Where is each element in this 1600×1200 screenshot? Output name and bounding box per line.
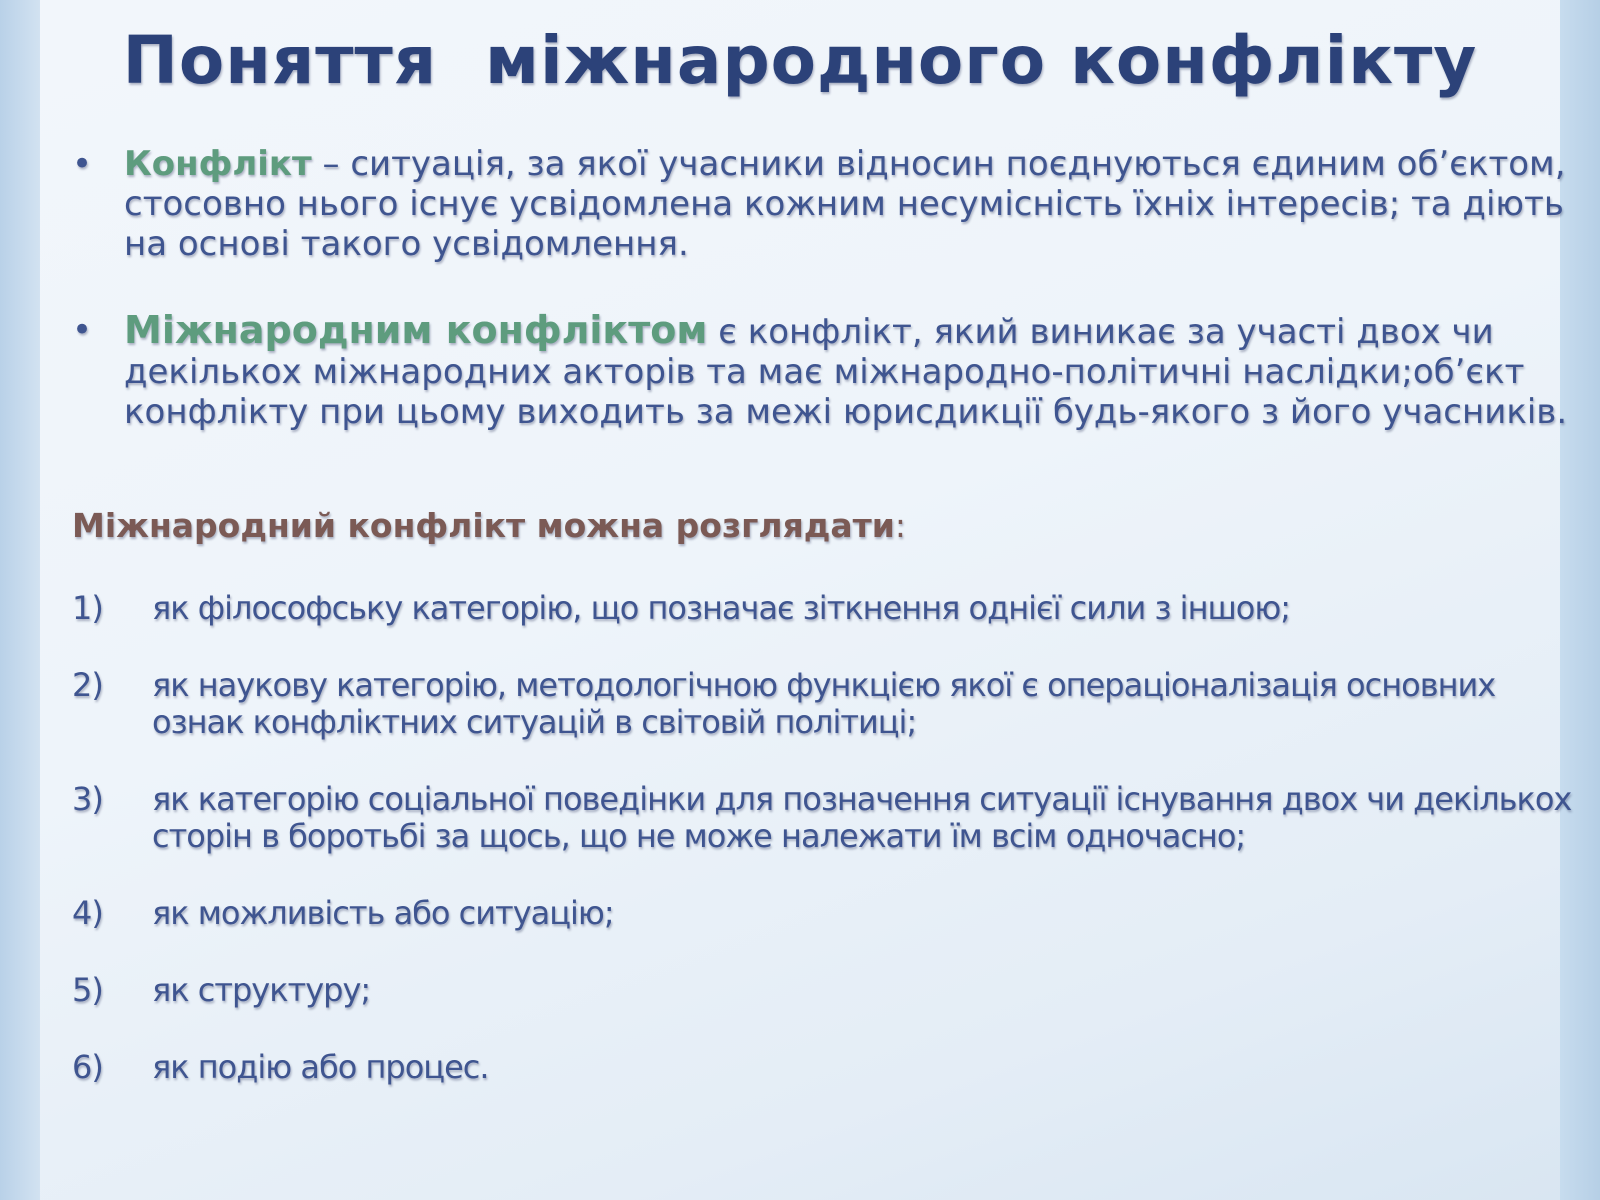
list-subheading — [72, 506, 906, 545]
list-item — [72, 895, 1582, 932]
list-item-number: 1) — [72, 589, 103, 627]
list-item-text: як подію або процес. — [152, 1048, 489, 1086]
list-item — [72, 667, 1582, 741]
bullet-point: • — [72, 144, 93, 184]
term-international-conflict: Міжнародним конфліктом — [124, 308, 708, 352]
list-item — [72, 1049, 1582, 1086]
list-item-number: 5) — [72, 971, 103, 1009]
list-item-number: 3) — [72, 780, 103, 818]
term-conflict: Конфлікт — [124, 144, 312, 184]
list-item-number: 4) — [72, 894, 103, 932]
list-item — [72, 972, 1582, 1009]
perspectives-list — [72, 590, 1582, 1086]
bullet-point: • — [72, 310, 93, 350]
list-item — [72, 590, 1582, 627]
definition-body — [124, 144, 1592, 264]
list-item-text: як наукову категорію, методологічною функцією якої є операціоналізація основних ознак конфліктних ситуацій в світовій політиці; — [152, 666, 1496, 741]
list-item-text: як категорію соціальної поведінки для позначення ситуації існування двох чи декількох сторін в боротьбі за щось, що не може належати їм всім одночасно; — [152, 780, 1572, 855]
definition-text: є конфлікт, який виникає за участі двох чи декількох міжнародних акторів та має міжнародно-політичні наслідки;об’єкт конфлікту при цьому виходить за межі юрисдикції будь-якого з його учасників. — [124, 312, 1568, 432]
list-item-text: як філософську категорію, що позначає зіткнення однієї сили з іншою; — [152, 589, 1291, 627]
list-item-text: як структуру; — [152, 971, 371, 1009]
list-item — [72, 781, 1582, 855]
list-item-text: як можливість або ситуацію; — [152, 894, 614, 932]
list-item-number: 2) — [72, 666, 103, 704]
definition-text: – ситуація, за якої учасники відносин поєднуються єдиним об’єктом, стосовно нього існує усвідомлена кожним несумісність їхніх інтересів; та діють на основі такого усвідомлення. — [124, 144, 1566, 264]
definition-body — [124, 310, 1592, 432]
subheading-strong: Міжнародний конфлікт можна розглядати — [72, 506, 895, 545]
subheading-colon: : — [894, 506, 907, 545]
list-item-number: 6) — [72, 1048, 103, 1086]
slide-title: Поняття міжнародного конфлікту — [122, 22, 1478, 99]
definition-paragraph-conflict — [72, 144, 1592, 264]
definition-paragraph-international-conflict — [72, 310, 1592, 432]
